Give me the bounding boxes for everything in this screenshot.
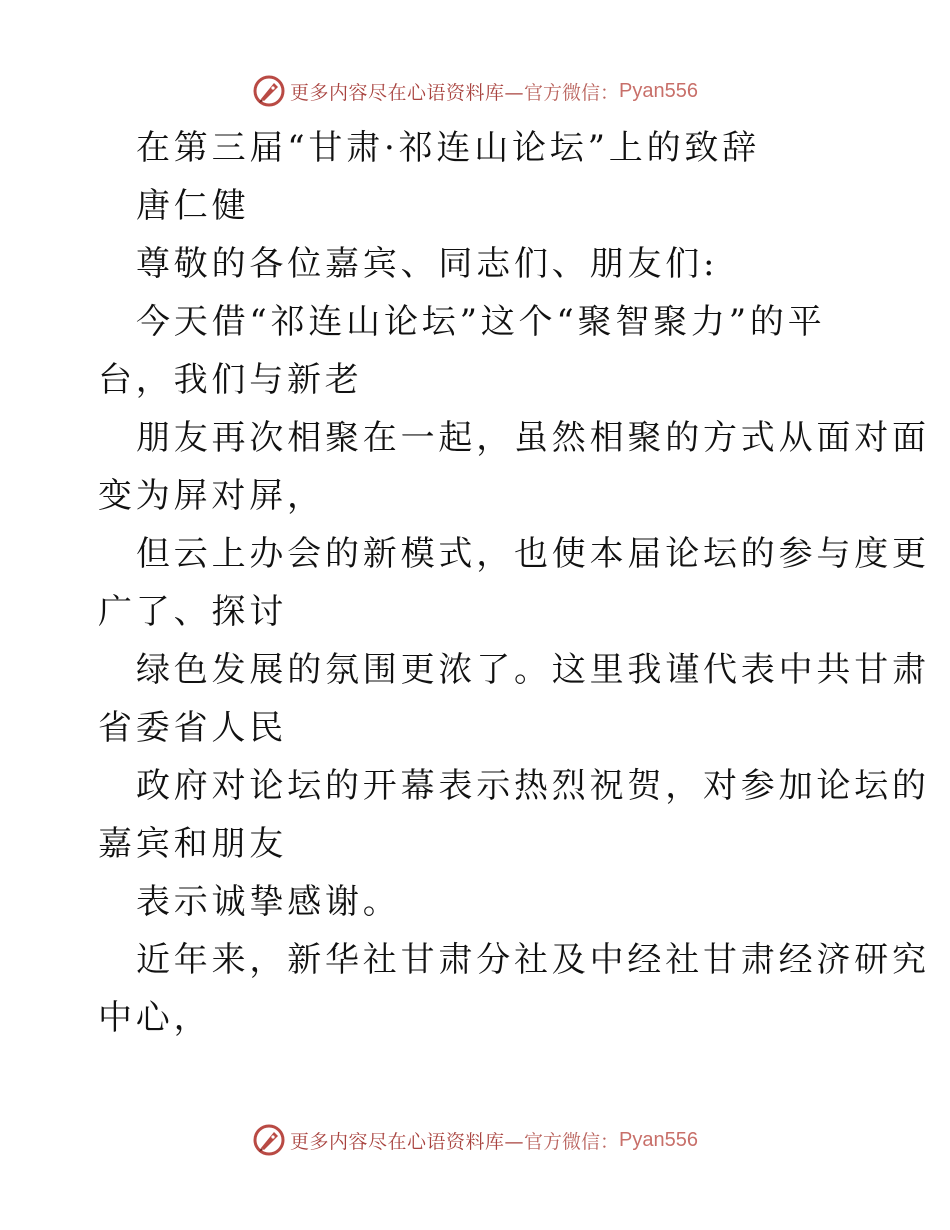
document-line: 省委省人民: [98, 708, 287, 748]
document-line: 中心，: [98, 998, 212, 1038]
document-line: 尊敬的各位嘉宾、同志们、朋友们:: [136, 244, 719, 284]
document-line: 变为屏对屏，: [98, 476, 325, 516]
banner-wechat-label: 官方微信：: [524, 81, 620, 104]
document-line: 台，我们与新老: [98, 360, 363, 400]
pen-nib-logo-icon: [252, 1123, 286, 1157]
document-line: 绿色发展的氛围更浓了。这里我谨代表中共甘肃: [136, 650, 930, 690]
document-line: 广了、探讨: [98, 592, 287, 632]
document-line: 在第三届“甘肃·祁连山论坛”上的致辞: [136, 128, 760, 168]
banner-slogan: 更多内容尽在心语资料库—: [290, 1130, 525, 1153]
document-line: 嘉宾和朋友: [98, 824, 287, 864]
document-line: 唐仁健: [136, 186, 250, 226]
banner-slogan: 更多内容尽在心语资料库—: [290, 81, 525, 104]
pen-nib-logo-icon: [252, 74, 286, 108]
banner-wechat-label: 官方微信：: [524, 1130, 620, 1153]
document-line: 表示诚挚感谢。: [136, 882, 401, 922]
document-line: 近年来，新华社甘肃分社及中经社甘肃经济研究: [136, 940, 930, 980]
document-line: 政府对论坛的开幕表示热烈祝贺，对参加论坛的: [136, 766, 930, 806]
footer-banner: [0, 1120, 950, 1160]
document-line: 朋友再次相聚在一起，虽然相聚的方式从面对面: [136, 418, 930, 458]
header-banner: [0, 71, 950, 111]
document-line: 今天借“祁连山论坛”这个“聚智聚力”的平: [136, 302, 826, 342]
document-body: [98, 119, 930, 1047]
banner-wechat-id: Pyan556: [619, 1128, 698, 1151]
document-line: 但云上办会的新模式，也使本届论坛的参与度更: [136, 534, 930, 574]
banner-wechat-id: Pyan556: [619, 79, 698, 102]
